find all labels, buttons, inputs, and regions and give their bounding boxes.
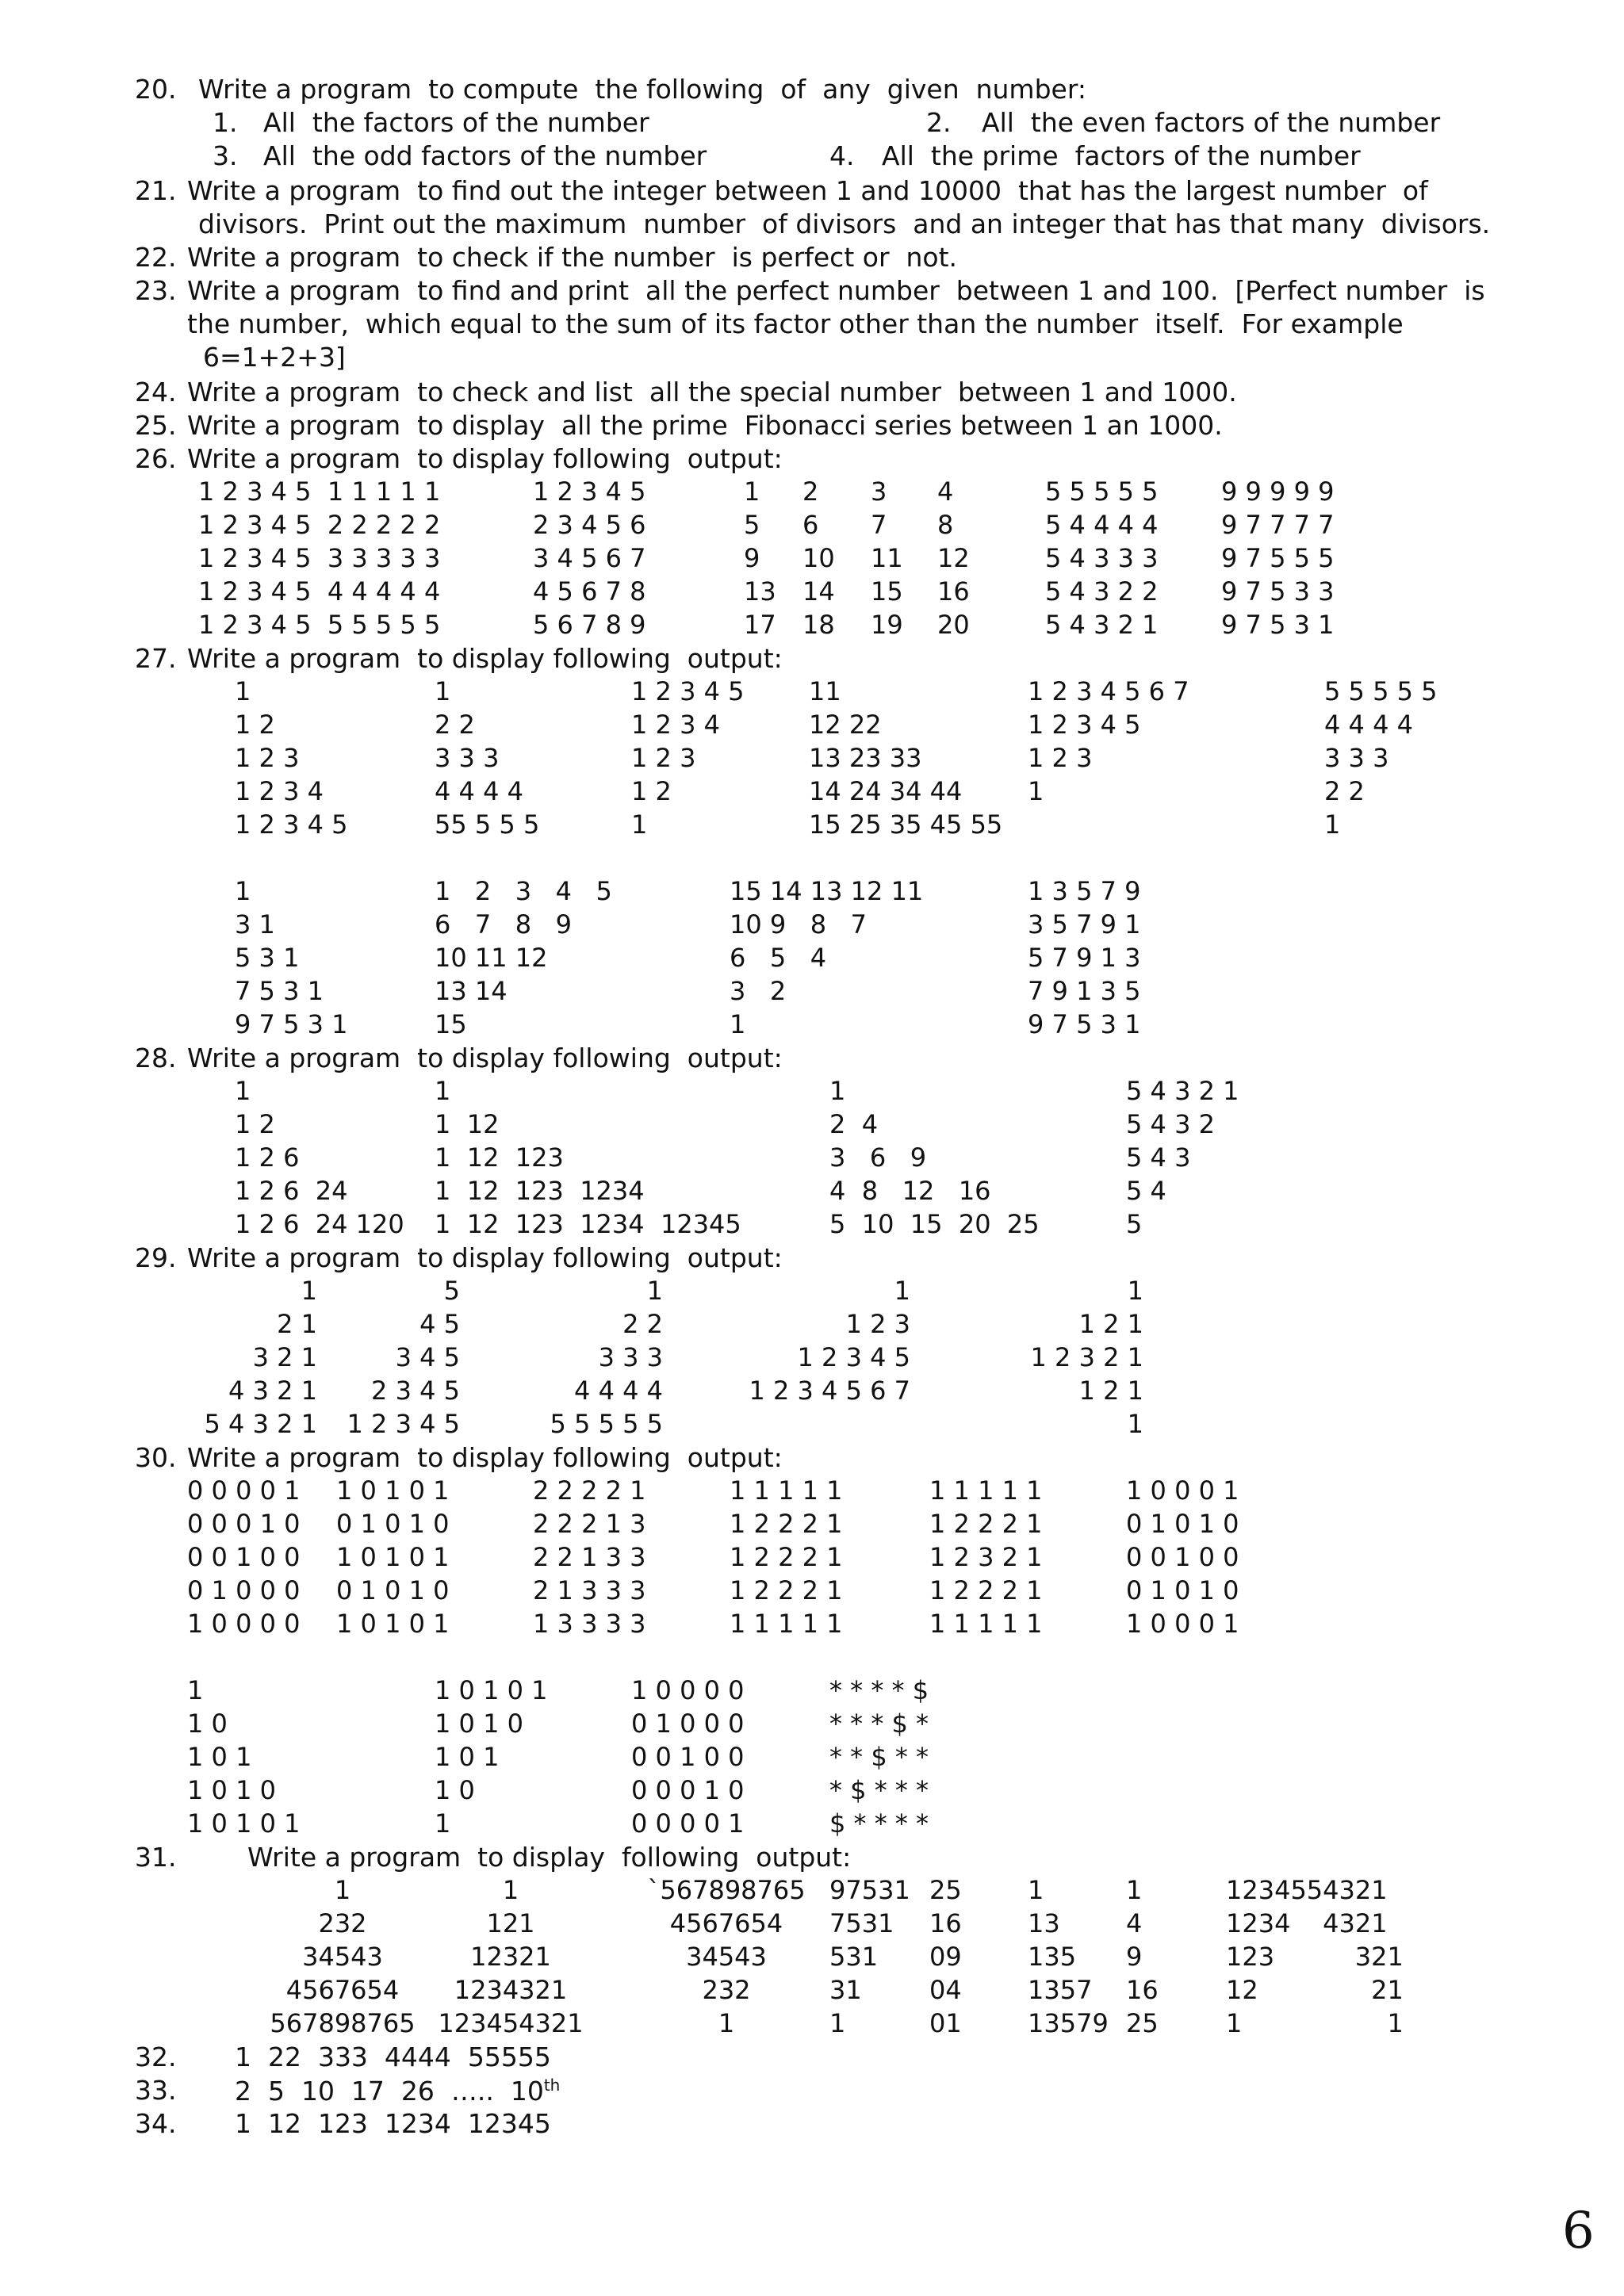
output-cell: 2 2	[1324, 776, 1365, 806]
q31-number: 31.	[135, 1842, 177, 1873]
q29-number: 29.	[135, 1242, 177, 1273]
output-cell: 1 2 3 4 5 3 3 3 3 3	[198, 543, 441, 573]
output-cell: 1	[829, 1076, 846, 1106]
output-cell: 9 9 9 9 9	[1221, 476, 1335, 507]
output-cell: 1 2 3 4 5	[1028, 710, 1141, 740]
output-cell: 4 8 12 16	[829, 1176, 991, 1206]
output-cell: 0 0 0 0 1	[631, 1808, 745, 1839]
output-cell: 5	[744, 510, 760, 540]
output-cell: 1 2 3 4 5 2 2 2 2 2	[198, 510, 441, 540]
output-cell: 1 2 6 24	[235, 1176, 348, 1206]
output-cell: 1 2 3 4	[631, 710, 720, 740]
output-cell: 3 3 3	[1324, 743, 1389, 773]
output-cell: 18	[802, 610, 835, 640]
output-cell: 3 4 5	[395, 1342, 460, 1372]
output-cell: 1 2 1	[1078, 1376, 1143, 1406]
q26-text: Write a program to display following output:	[187, 443, 783, 474]
output-cell: 4567654	[285, 1975, 400, 2005]
output-cell: 1 2 2 2 1	[730, 1509, 843, 1539]
output-cell: 1 2 3 4 5	[435, 876, 612, 906]
output-cell: 7 5 3 1	[235, 976, 324, 1006]
q34-text: 1 12 123 1234 12345	[235, 2108, 551, 2139]
output-cell: 1 1 1 1 1	[730, 1609, 843, 1639]
output-cell: 20	[937, 610, 970, 640]
q23-number: 23.	[135, 275, 177, 306]
output-cell: 1	[187, 1675, 204, 1705]
output-cell: 19	[871, 610, 903, 640]
output-cell: 5 4 3 3 3	[1045, 543, 1159, 573]
output-cell: 9	[744, 543, 760, 573]
output-cell: 3 5 7 9 1	[1028, 909, 1141, 939]
q28-number: 28.	[135, 1043, 177, 1073]
output-cell: 4 4 4 4	[1324, 710, 1413, 740]
output-cell: `567898765	[647, 1875, 806, 1905]
output-cell: 3 3 3	[435, 743, 500, 773]
output-cell: 13 23 33	[809, 743, 922, 773]
output-cell: 0 0 0 1 0	[187, 1509, 301, 1539]
q20-number: 20.	[135, 74, 177, 105]
output-cell: 2	[802, 476, 819, 507]
output-cell: 10 9 8 7	[730, 909, 867, 939]
output-cell: 1 0 1 0 1	[187, 1808, 301, 1839]
output-cell: 14	[802, 576, 835, 607]
output-cell: 1234321	[454, 1975, 568, 2005]
output-cell: 123454321	[438, 2008, 584, 2038]
output-cell: 4	[937, 476, 954, 507]
output-cell: 5 4 3 2 2	[1045, 576, 1159, 607]
output-cell: 12	[937, 543, 970, 573]
output-cell: 5 3 1	[235, 943, 300, 973]
output-cell: 4 4 4 4	[574, 1376, 663, 1406]
output-cell: 531	[829, 1942, 879, 1972]
output-cell: 9 7 5 5 5	[1221, 543, 1335, 573]
output-cell: 1 2 6 24 120	[235, 1209, 404, 1239]
output-cell: * $ * * *	[829, 1775, 929, 1805]
output-cell: 13 14	[435, 976, 508, 1006]
output-cell: 11	[871, 543, 903, 573]
output-cell: 5 6 7 8 9	[533, 610, 646, 640]
q20-item-1-num: 1.	[213, 107, 238, 138]
output-cell: 2 1	[277, 1309, 317, 1339]
output-cell: * * * * $	[829, 1675, 929, 1705]
q20-text: Write a program to compute the following of any given number:	[198, 74, 1086, 105]
output-cell: 3 3 3	[598, 1342, 663, 1372]
output-cell: 1	[1127, 1409, 1143, 1439]
output-cell: 3 1	[235, 909, 275, 939]
q20-item-2-text: All the even factors of the number	[982, 107, 1441, 138]
output-cell: 6 7 8 9	[435, 909, 572, 939]
output-cell: 1	[744, 476, 760, 507]
output-cell: 0 1 0 0 0	[187, 1575, 301, 1605]
output-cell: 1 2 2 2 1	[929, 1509, 1043, 1539]
output-cell: 8	[937, 510, 954, 540]
output-cell: 1	[829, 2008, 846, 2038]
output-cell: 5 7 9 1 3	[1028, 943, 1141, 973]
output-cell: 1 0 1	[187, 1742, 252, 1772]
output-cell: 1 0 1	[435, 1742, 500, 1772]
q22-text: Write a program to check if the number is perfect or not.	[187, 242, 958, 273]
q33-number: 33.	[135, 2075, 177, 2106]
output-cell: 1 0 1 0 1	[336, 1609, 450, 1639]
output-cell: 1234 4321	[1226, 1908, 1388, 1938]
output-cell: 1 12	[435, 1109, 500, 1139]
output-cell: 1 0 0 0 1	[1126, 1609, 1239, 1639]
output-cell: 97531	[829, 1875, 910, 1905]
output-cell: * * $ * *	[829, 1742, 929, 1772]
q20-item-4-text: All the prime factors of the number	[882, 140, 1361, 171]
output-cell: 4 5	[419, 1309, 460, 1339]
output-cell: 1 2 3 4 5	[797, 1342, 910, 1372]
output-cell: 1	[646, 1276, 663, 1306]
output-cell: 0 1 0 0 0	[631, 1709, 745, 1739]
output-cell: 1	[235, 676, 251, 706]
output-cell: 34543	[302, 1942, 383, 1972]
output-cell: 9	[1126, 1942, 1143, 1972]
output-cell: 1234554321	[1226, 1875, 1388, 1905]
output-cell: 25	[929, 1875, 962, 1905]
q26-number: 26.	[135, 443, 177, 474]
output-cell: 34543	[686, 1942, 767, 1972]
output-cell: 1 2 3 4 5 4 4 4 4 4	[198, 576, 441, 607]
output-cell: 1 12 123 1234	[435, 1176, 645, 1206]
output-cell: 1357	[1028, 1975, 1093, 2005]
output-cell: 12321	[470, 1942, 551, 1972]
output-cell: 5 4 3 2 1	[1045, 610, 1159, 640]
output-cell: 0 0 1 0 0	[631, 1742, 745, 1772]
output-cell: 5 10 15 20 25	[829, 1209, 1040, 1239]
q24-number: 24.	[135, 377, 177, 408]
output-cell: 1	[894, 1276, 910, 1306]
q28-text: Write a program to display following output:	[187, 1043, 783, 1073]
output-cell: 15 25 35 45 55	[809, 809, 1003, 840]
output-cell: 1 2 3 4	[235, 776, 324, 806]
q30-number: 30.	[135, 1442, 177, 1473]
q20-item-3-num: 3.	[213, 140, 238, 171]
q22-number: 22.	[135, 242, 177, 273]
output-cell: 4 4 4 4	[435, 776, 523, 806]
output-cell: 1	[1126, 1875, 1143, 1905]
output-cell: 3 2 1	[252, 1342, 317, 1372]
output-cell: 0 1 0 1 0	[336, 1509, 450, 1539]
output-cell: 5 5 5 5 5	[1324, 676, 1438, 706]
q20-item-4-num: 4.	[829, 140, 855, 171]
output-cell: 1	[1127, 1276, 1143, 1306]
q34-number: 34.	[135, 2108, 177, 2139]
output-cell: 5 4 3 2	[1126, 1109, 1215, 1139]
q20-item-1-text: All the factors of the number	[263, 107, 649, 138]
output-cell: 1	[435, 676, 451, 706]
output-cell: 1 3 5 7 9	[1028, 876, 1141, 906]
output-cell: 4 5 6 7 8	[533, 576, 646, 607]
output-cell: 1 2 2 2 1	[730, 1542, 843, 1572]
output-cell: 1	[301, 1276, 317, 1306]
output-cell: 3 6 9	[829, 1142, 927, 1173]
output-cell: 1	[435, 1808, 451, 1839]
output-cell: 121	[486, 1908, 535, 1938]
output-cell: 1 2 3 4 5 5 5 5 5 5	[198, 610, 441, 640]
output-cell: 1 0 1 0	[435, 1709, 523, 1739]
output-cell: 1 2 3 4 5	[631, 676, 745, 706]
output-cell: 0 1 0 1 0	[336, 1575, 450, 1605]
output-cell: 1	[1028, 1875, 1044, 1905]
output-cell: 12 21	[1226, 1975, 1404, 2005]
q25-number: 25.	[135, 410, 177, 441]
output-cell: 14 24 34 44	[809, 776, 963, 806]
q33-sup: th	[543, 2076, 561, 2095]
output-cell: 1	[235, 876, 251, 906]
output-cell: 1 2 3 4 5 1 1 1 1 1	[198, 476, 441, 507]
output-cell: 15	[435, 1009, 467, 1039]
output-cell: 5 4	[1126, 1176, 1166, 1206]
output-cell: 3 2	[730, 976, 787, 1006]
output-cell: 1 0 1 0	[187, 1775, 276, 1805]
output-cell: 1 0 1 0 1	[336, 1542, 450, 1572]
output-cell: 6 5 4	[730, 943, 827, 973]
output-cell: 1 0 0 0 0	[631, 1675, 745, 1705]
output-cell: 5 5 5 5 5	[1045, 476, 1159, 507]
q24-text: Write a program to check and list all the special number between 1 and 1000.	[187, 377, 1237, 408]
output-cell: 1 12 123 1234 12345	[435, 1209, 741, 1239]
output-cell: 0 0 1 0 0	[187, 1542, 301, 1572]
output-cell: 567898765	[270, 2008, 416, 2038]
output-cell: 123 321	[1226, 1942, 1404, 1972]
output-cell: 4 3 2 1	[228, 1376, 317, 1406]
output-cell: 1 2 3 2 1	[929, 1542, 1043, 1572]
output-cell: 2 3 4 5	[371, 1376, 460, 1406]
output-cell: 1 2 3 4 5	[533, 476, 646, 507]
output-cell: 0 0 0 1 0	[631, 1775, 745, 1805]
output-cell: 1 0	[187, 1709, 228, 1739]
output-cell: * * * $ *	[829, 1709, 929, 1739]
output-cell: 1 2 6	[235, 1142, 300, 1173]
output-cell: 17	[744, 610, 776, 640]
output-cell: 0 1 0 1 0	[1126, 1575, 1239, 1605]
output-cell: 232	[702, 1975, 751, 2005]
output-cell: 15	[871, 576, 903, 607]
output-cell: 1 2 3 4 5 6 7	[749, 1376, 910, 1406]
output-cell: 6	[802, 510, 819, 540]
output-cell: 10	[802, 543, 835, 573]
output-cell: 1	[631, 809, 648, 840]
output-cell: 10 11 12	[435, 943, 548, 973]
output-cell: 1	[730, 1009, 746, 1039]
output-cell: 25	[1126, 2008, 1159, 2038]
output-cell: 4567654	[669, 1908, 783, 1938]
output-cell: 13	[1028, 1908, 1060, 1938]
output-cell: 3 4 5 6 7	[533, 543, 646, 573]
output-cell: 1 3 3 3 3	[533, 1609, 646, 1639]
q31-text: Write a program to display following output:	[247, 1842, 852, 1873]
output-cell: 1 1 1 1 1	[929, 1475, 1043, 1506]
output-cell: 11	[809, 676, 841, 706]
output-cell: 2 3 4 5 6	[533, 510, 646, 540]
output-cell: 232	[318, 1908, 367, 1938]
output-cell: 12 22	[809, 710, 882, 740]
output-cell: 7	[871, 510, 887, 540]
q32-number: 32.	[135, 2042, 177, 2072]
output-cell: 2 2 2 1 3	[533, 1509, 646, 1539]
output-cell: 1 2 3	[631, 743, 696, 773]
output-cell: 15 14 13 12 11	[730, 876, 924, 906]
output-cell: 01	[929, 2008, 962, 2038]
output-cell: 1 0 0 0 0	[187, 1609, 301, 1639]
output-cell: 4	[1126, 1908, 1143, 1938]
output-cell: 1 2 1	[1078, 1309, 1143, 1339]
output-cell: 1	[502, 1875, 519, 1905]
q21-number: 21.	[135, 175, 177, 206]
output-cell: 2 2 2 2 1	[533, 1475, 646, 1506]
output-cell: 9 7 5 3 3	[1221, 576, 1335, 607]
output-cell: 5	[1126, 1209, 1143, 1239]
output-cell: 13	[744, 576, 776, 607]
output-cell: 2 2 1 3 3	[533, 1542, 646, 1572]
output-cell: 1 1 1 1 1	[929, 1609, 1043, 1639]
output-cell: 1 0 1 0 1	[336, 1475, 450, 1506]
q25-text: Write a program to display all the prime Fibonacci series between 1 an 1000.	[187, 410, 1223, 441]
output-cell: 1 2 3	[235, 743, 300, 773]
output-cell: 0 0 0 0 1	[187, 1475, 301, 1506]
output-cell: 9 7 7 7 7	[1221, 510, 1335, 540]
output-cell: 7531	[829, 1908, 894, 1938]
q30-text: Write a program to display following output:	[187, 1442, 783, 1473]
output-cell: 5 4 4 4 4	[1045, 510, 1159, 540]
output-cell: 1	[334, 1875, 351, 1905]
output-cell: 1 2 2 2 1	[929, 1575, 1043, 1605]
output-cell: 3	[871, 476, 887, 507]
page-number: 6	[1562, 2202, 1595, 2260]
output-cell: 1 2	[235, 1109, 275, 1139]
output-cell: 0 1 0 1 0	[1126, 1509, 1239, 1539]
output-cell: 1 2 3 2 1	[1030, 1342, 1143, 1372]
output-cell: 1 2 3 4 5 6 7	[1028, 676, 1189, 706]
output-cell: 0 0 1 0 0	[1126, 1542, 1239, 1572]
output-cell: 1	[1028, 776, 1044, 806]
output-cell: 9 7 5 3 1	[235, 1009, 348, 1039]
output-cell: 1 0 0 0 1	[1126, 1475, 1239, 1506]
output-cell: 13579	[1028, 2008, 1109, 2038]
output-cell: 1 12 123	[435, 1142, 564, 1173]
q21-line-1: Write a program to find out the integer between 1 and 10000 that has the largest number of	[187, 175, 1428, 206]
q27-number: 27.	[135, 643, 177, 674]
output-cell: 09	[929, 1942, 962, 1972]
output-cell: 2 4	[829, 1109, 879, 1139]
output-cell: 1 0 1 0 1	[435, 1675, 548, 1705]
output-cell: 1	[1324, 809, 1341, 840]
output-cell: 1 2 3 4 5	[347, 1409, 460, 1439]
output-cell: 16	[1126, 1975, 1159, 2005]
output-cell: 7 9 1 3 5	[1028, 976, 1141, 1006]
output-cell: 5 4 3 2 1	[1126, 1076, 1239, 1106]
output-cell: 1 1	[1226, 2008, 1404, 2038]
output-cell: 5	[443, 1276, 460, 1306]
output-cell: 2 2	[435, 710, 475, 740]
q33-text: 2 5 10 17 26 ….. 10	[235, 2076, 544, 2107]
q32-text: 1 22 333 4444 55555	[235, 2042, 551, 2072]
output-cell: 1	[718, 2008, 735, 2038]
output-cell: 16	[937, 576, 970, 607]
output-cell: 1 2 2 2 1	[730, 1575, 843, 1605]
q23-line-2: the number, which equal to the sum of its factor other than the number itself. For example	[187, 308, 1404, 339]
output-cell: 1 2	[235, 710, 275, 740]
output-cell: 04	[929, 1975, 962, 2005]
output-cell: 2 1 3 3 3	[533, 1575, 646, 1605]
output-cell: 1 2 3	[1028, 743, 1093, 773]
output-cell: 31	[829, 1975, 862, 2005]
q23-line-3: 6=1+2+3]	[203, 342, 346, 373]
output-cell: 1	[235, 1076, 251, 1106]
output-cell: 9 7 5 3 1	[1028, 1009, 1141, 1039]
output-cell: 1 2 3 4 5	[235, 809, 348, 840]
output-cell: 9 7 5 3 1	[1221, 610, 1335, 640]
q29-text: Write a program to display following output:	[187, 1242, 783, 1273]
output-cell: 5 4 3 2 1	[204, 1409, 317, 1439]
output-cell: 55 5 5 5	[435, 809, 540, 840]
output-cell: 1 0	[435, 1775, 475, 1805]
output-cell: 1	[435, 1076, 451, 1106]
q21-line-2: divisors. Print out the maximum number of divisors and an integer that has that many divisors.	[198, 209, 1491, 239]
q27-text: Write a program to display following output:	[187, 643, 783, 674]
output-cell: 16	[929, 1908, 962, 1938]
q20-item-3-text: All the odd factors of the number	[263, 140, 707, 171]
q23-line-1: Write a program to find and print all the perfect number between 1 and 100. [Perfect number is	[187, 275, 1485, 306]
output-cell: 135	[1028, 1942, 1077, 1972]
output-cell: 1 2 3	[845, 1309, 910, 1339]
output-cell: $ * * * *	[829, 1808, 929, 1839]
output-cell: 5 4 3	[1126, 1142, 1191, 1173]
output-cell: 5 5 5 5 5	[550, 1409, 663, 1439]
q20-item-2-num: 2.	[926, 107, 952, 138]
output-cell: 2 2	[622, 1309, 663, 1339]
output-cell: 1 1 1 1 1	[730, 1475, 843, 1506]
output-cell: 1 2	[631, 776, 672, 806]
q33-text-wrap	[235, 2076, 561, 2107]
